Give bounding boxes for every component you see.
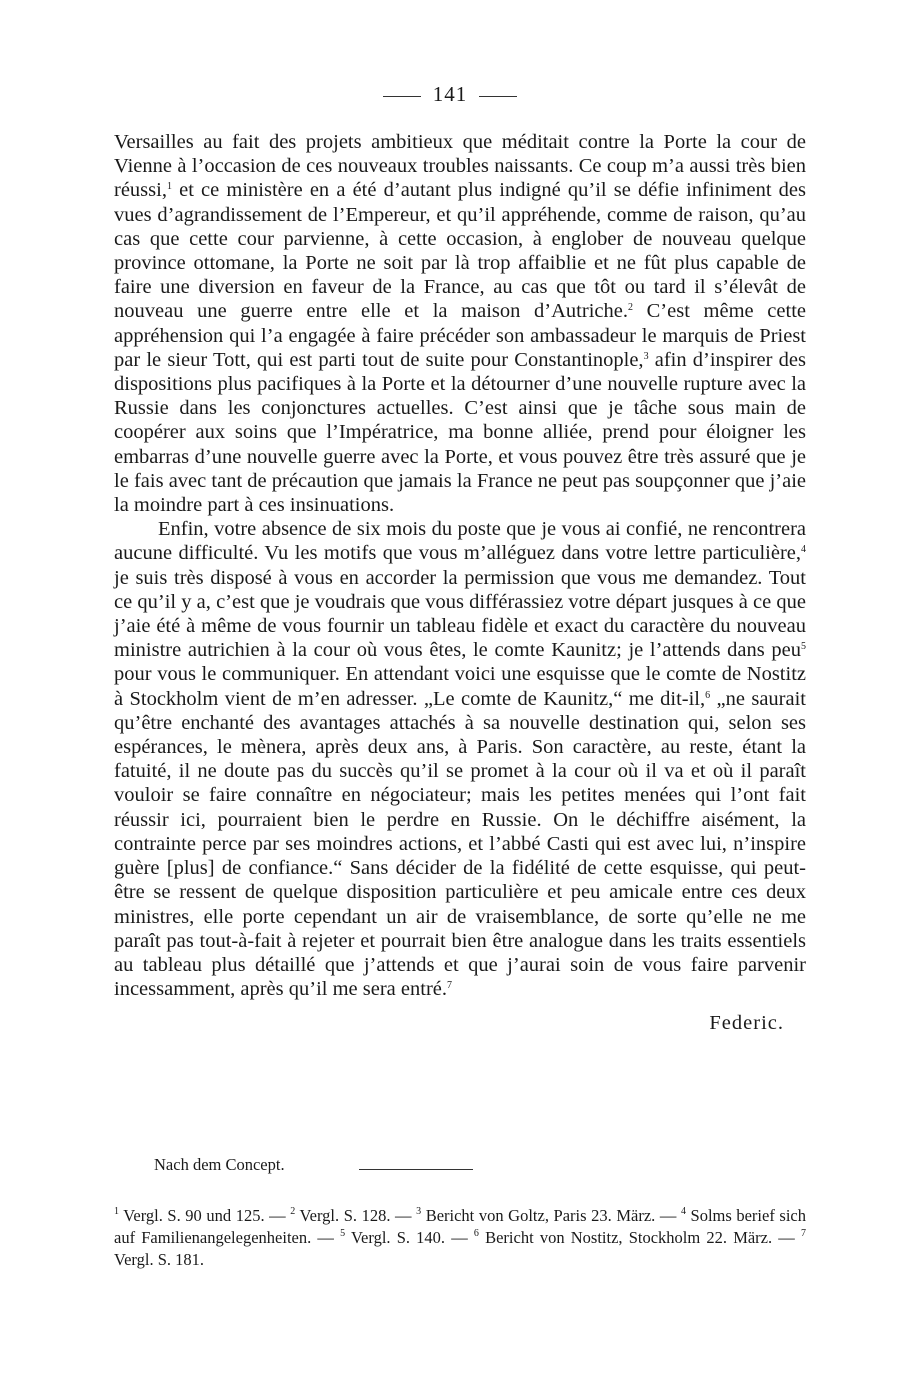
footnote-number: 6 [473, 1227, 479, 1239]
signature: Federic. [709, 1012, 784, 1035]
paragraph-1 [114, 130, 806, 517]
footnote-number: 5 [340, 1227, 346, 1239]
footnote-number: 2 [290, 1206, 296, 1217]
header-dash-right [479, 96, 517, 97]
text-run: C’est même cette appréhension qui l’a engagée à faire précéder son ambassadeur le marquis de Priest par le sieur Tott, qui est parti tout de suite pour Constantinople, [114, 300, 806, 371]
footnote-5: Vergl. S. 140. — [345, 1227, 474, 1247]
footnote-number: 1 [114, 1206, 119, 1217]
text-run: je suis très disposé à vous en accorder la permission que vous me demandez. Tout ce qu’il y a, c’est que je voudrais que vous différassiez votre départ jusques à ce que j’aie été à même de vous fournir un tableau fidèle et exact du caractère du nouveau ministre autrichien à la cour où vous êtes, le comte Kaunitz; je l’attends dans peu [114, 566, 806, 662]
page-number: 141 [432, 82, 468, 106]
page-header [0, 82, 900, 107]
footnote-ref-5: 5 [801, 641, 806, 653]
footnote-ref-2: 2 [627, 302, 633, 314]
closing-line [114, 1001, 806, 1035]
source-note [154, 1155, 473, 1175]
footnote-ref-7: 7 [447, 980, 452, 992]
text-run: Versailles au fait des projets ambitieux que méditait contre la Porte la cour de Vienne à l’occasion de ces nouveaux troubles naissants. Ce coup m’a aussi très bien réussi, [114, 131, 806, 202]
text-run: Enfin, votre absence de six mois du poste que je vous ai confié, ne rencontrera aucune difficulté. Vu les motifs que vous m’alléguez dans votre lettre particulière, [114, 518, 806, 565]
footnote-4: Solms berief sich auf Familienangelegenheiten. — [114, 1206, 806, 1247]
footnote-number: 4 [680, 1206, 686, 1217]
footnote-1: Vergl. S. 90 und 125. — [119, 1206, 291, 1225]
footnote-3: Bericht von Goltz, Paris 23. März. — [421, 1206, 681, 1225]
text-run: et ce ministère en a été d’autant plus indigné qu’il se défie infiniment des vues d’agrandissement de l’Empereur, et qu’il appréhende, comme de raison, qu’au cas que cette cour parvienne, à cette occasion, à englober de nouveau quelque province ottomane, la Porte ne soit par là trop affaiblie et ne fût plus capable de faire une diversion en faveur de la France, au cas que tôt ou tard il s’élevât de nouveau une guerre entre elle et la maison d’Autriche. [114, 179, 806, 323]
letter-body [114, 130, 806, 1036]
text-run: afin d’inspirer des dispositions plus pacifiques à la Porte et la détourner d’une nouvelle rupture avec la Russie dans les conjonctures actuelles. C’est ainsi que je tâche sous main de coopérer aux soins que l’Impératrice, ma bonne alliée, prend pour éloigner les embarras d’une nouvelle guerre avec la Porte, et vous pouvez être très assuré que je le fais avec tant de précaution que jamais la France ne peut pas soupçonner que j’aie la moindre part à ces insinuations. [114, 348, 806, 517]
footnote-number: 7 [800, 1227, 806, 1239]
footnote-ref-4: 4 [801, 544, 806, 556]
text-run: pour vous le communiquer. En attendant voici une esquisse que le comte de Nostitz à Stockholm vient de m’en adresser. „Le comte de Kaunitz,“ me dit-il, [114, 663, 806, 710]
footnote-6: Bericht von Nostitz, Stockholm 22. März. — [478, 1227, 801, 1247]
footnote-ref-1: 1 [166, 181, 172, 193]
footnote-ref-3: 3 [643, 350, 649, 362]
separator-rule [359, 1169, 473, 1170]
footnote-number: 3 [416, 1206, 422, 1217]
footnotes [114, 1205, 806, 1270]
footnote-ref-6: 6 [705, 689, 711, 701]
footnote-text [114, 1205, 806, 1270]
header-dash-left [383, 96, 421, 97]
paragraph-2 [114, 517, 806, 1001]
source-note-text: Nach dem Concept. [154, 1155, 285, 1174]
footnote-2: Vergl. S. 128. — [295, 1206, 417, 1225]
footnote-7: Vergl. S. 181. [114, 1249, 204, 1269]
text-run: „ne saurait qu’être enchanté des avantages attachés à sa nouvelle destination qui, selon ses espérances, le mènera, après deux ans, à Paris. Son caractère, au reste, étant la fatuité, il ne doute pas du succès qu’il se promet à la cour où il va et où il paraît vouloir se faire connaître en négociateur; mais les petites menées qui l’ont fait réussir ici, pourraient bien le perdre en Russie. On le déchiffre aisément, la contrainte perce par ses moindres actions, et l’abbé Casti qui est avec lui, n’inspire guère [plus] de confiance.“ Sans décider de la fidélité de cette esquisse, qui peut-être se ressent de quelque disposition particulière et peu amicale entre ces deux ministres, elle porte cependant un air de vraisemblance, de sorte qu’elle ne me paraît pas tout-à-fait à rejeter et pourrait bien être analogue dans les traits essentiels au tableau plus détaillé que j’attends et que j’aurai soin de vous faire parvenir incessamment, après qu’il me sera entré. [114, 687, 806, 1001]
